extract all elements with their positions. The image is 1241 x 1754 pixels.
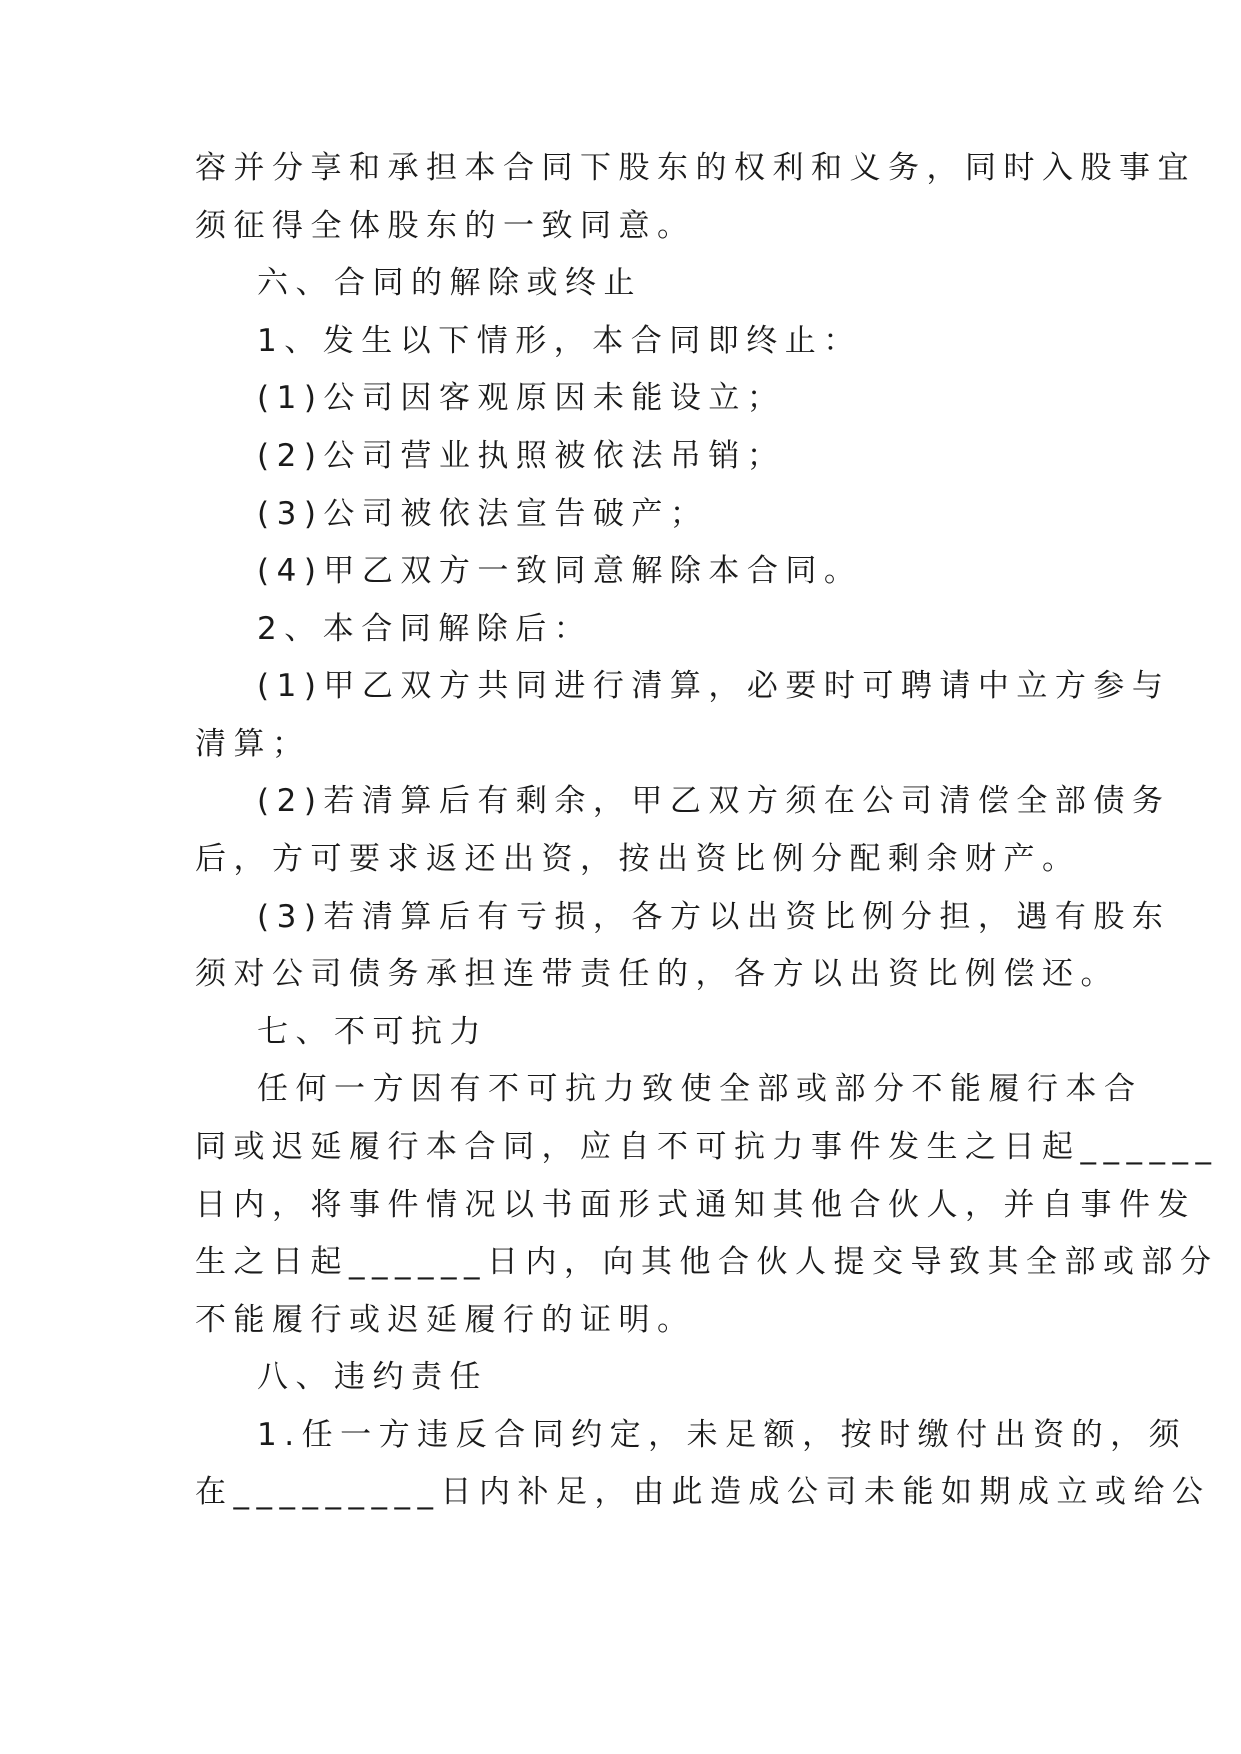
text-line: (3)若清算后有亏损，各方以出资比例分担，遇有股东 — [257, 899, 1171, 935]
section-heading: 七、不可抗力 — [257, 1014, 488, 1050]
text-line: (3)公司被依法宣告破产； — [257, 496, 709, 532]
text-line: 日内，将事件情况以书面形式通知其他合伙人，并自事件发 — [195, 1187, 1196, 1223]
text-line: (1)甲乙双方共同进行清算，必要时可聘请中立方参与 — [257, 668, 1171, 704]
section-heading: 六、合同的解除或终止 — [257, 265, 642, 301]
text-line: 任何一方因有不可抗力致使全部或部分不能履行本合 — [257, 1071, 1143, 1107]
text-line: 2、本合同解除后： — [257, 611, 593, 647]
text-line: (1)公司因客观原因未能设立； — [257, 380, 786, 416]
text-line: 容并分享和承担本合同下股东的权利和义务，同时入股事宜 — [195, 150, 1196, 186]
text-line: (2)若清算后有剩余，甲乙双方须在公司清偿全部债务 — [257, 783, 1171, 819]
text-line: 须对公司债务承担连带责任的，各方以出资比例偿还。 — [195, 956, 1119, 992]
text-line: (2)公司营业执照被依法吊销； — [257, 438, 786, 474]
text-line: 不能履行或迟延履行的证明。 — [195, 1302, 696, 1338]
text-line: (4)甲乙双方一致同意解除本合同。 — [257, 553, 863, 589]
text-line: 生之日起______日内，向其他合伙人提交导致其全部或部分 — [195, 1244, 1219, 1280]
text-line: 在_________日内补足，由此造成公司未能如期成立或给公 — [195, 1474, 1211, 1510]
text-line: 后，方可要求返还出资，按出资比例分配剩余财产。 — [195, 841, 1081, 877]
section-heading: 八、违约责任 — [257, 1359, 488, 1395]
text-line: 1.任一方违反合同约定，未足额，按时缴付出资的，须 — [257, 1417, 1188, 1453]
text-line: 1、发生以下情形，本合同即终止： — [257, 323, 862, 359]
text-line: 清算； — [195, 726, 311, 762]
text-line: 同或迟延履行本合同，应自不可抗力事件发生之日起______ — [195, 1129, 1219, 1165]
text-line: 须征得全体股东的一致同意。 — [195, 208, 696, 244]
